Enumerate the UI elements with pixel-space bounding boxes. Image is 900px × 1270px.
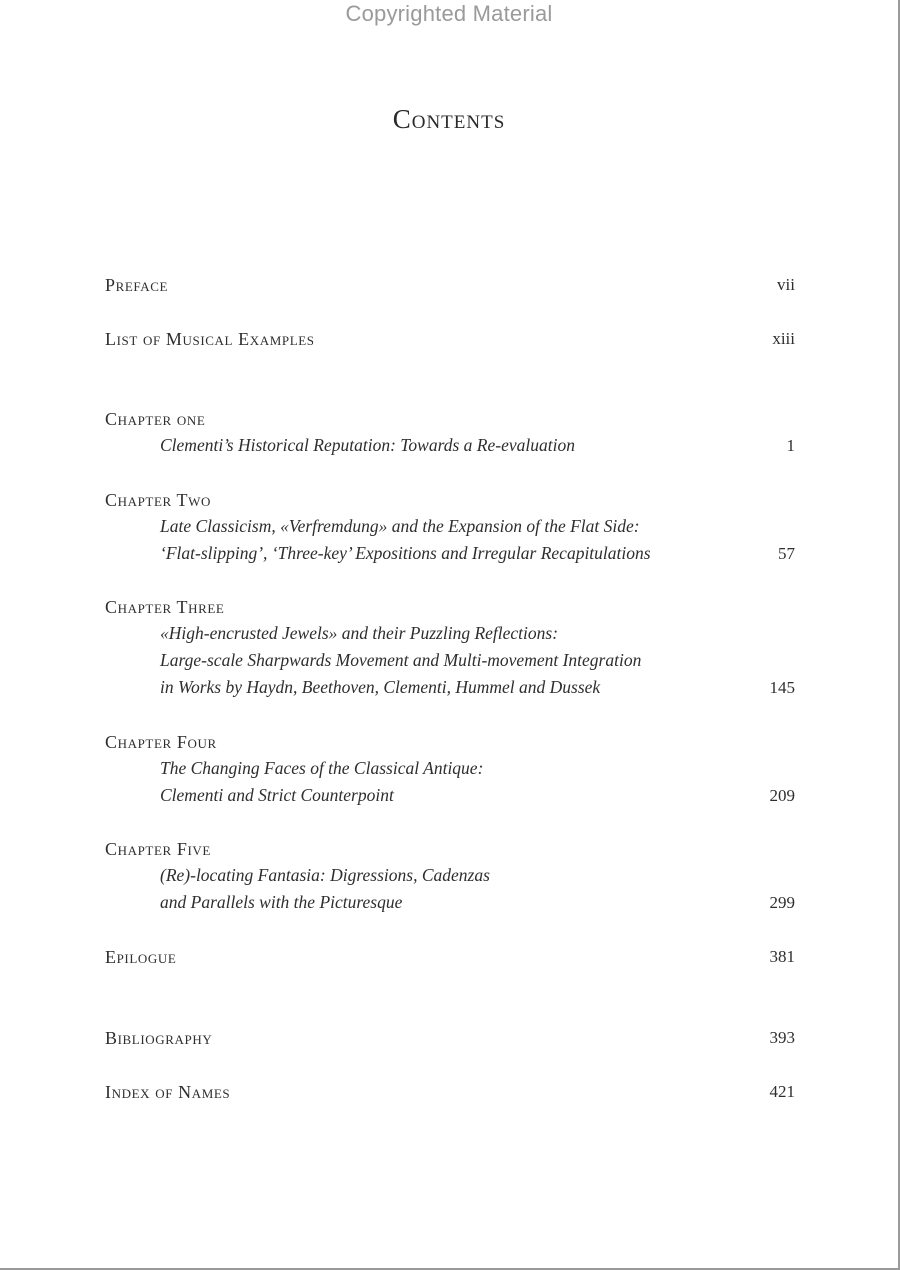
toc-entry-chapter-three[interactable] <box>105 594 795 701</box>
toc-page-number: 393 <box>769 1028 795 1047</box>
chapter-title-line: Late Classicism, «Verfremdung» and the Expansion of the Flat Side: <box>160 516 640 536</box>
toc-entry-label: List of Musical Examples <box>105 329 315 349</box>
chapter-title-line: in Works by Haydn, Beethoven, Clementi, Hummel and Dussek <box>160 677 601 697</box>
toc-page-number: 145 <box>769 678 795 697</box>
toc-page-number: 1 <box>786 436 795 455</box>
chapter-label: Chapter Four <box>105 732 217 752</box>
toc-entry-chapter-five[interactable] <box>105 836 795 916</box>
chapter-label: Chapter Five <box>105 839 211 859</box>
toc-entry-chapter-two[interactable] <box>105 487 795 567</box>
toc-page-number: 209 <box>769 786 795 805</box>
chapter-label: Chapter one <box>105 409 206 429</box>
toc-entry-label: Bibliography <box>105 1028 213 1048</box>
toc-page-number: xiii <box>772 329 795 348</box>
toc-entry-chapter-four[interactable] <box>105 729 795 809</box>
page-title: Contents <box>392 104 506 134</box>
chapter-title <box>160 755 483 809</box>
chapter-title-line: (Re)-locating Fantasia: Digressions, Cadenzas <box>160 865 490 885</box>
chapter-label: Chapter Two <box>105 490 211 510</box>
toc-page-number: 381 <box>769 947 795 966</box>
toc-entry-preface[interactable] <box>105 272 795 298</box>
chapter-title-line: ‘Flat-slipping’, ‘Three-key’ Expositions and Irregular Recapitulations <box>160 543 651 563</box>
toc-entry-index-of-names[interactable] <box>105 1079 795 1105</box>
chapter-title-line: Clementi and Strict Counterpoint <box>160 785 394 805</box>
toc-entry-label: Epilogue <box>105 947 177 967</box>
toc-entry-epilogue[interactable] <box>105 944 795 970</box>
chapter-title <box>160 862 490 916</box>
chapter-title-line: Large-scale Sharpwards Movement and Multi-movement Integration <box>160 650 642 670</box>
toc-entry-musical-examples[interactable] <box>105 326 795 352</box>
chapter-title-line: «High-encrusted Jewels» and their Puzzling Reflections: <box>160 623 559 643</box>
chapter-title <box>160 620 641 701</box>
toc-page-number: 299 <box>769 893 795 912</box>
chapter-title-line: Clementi’s Historical Reputation: Towards a Re-evaluation <box>160 435 575 455</box>
chapter-title <box>160 513 651 567</box>
toc-entry-bibliography[interactable] <box>105 1025 795 1051</box>
toc-page-number: 421 <box>769 1082 795 1101</box>
chapter-title-line: The Changing Faces of the Classical Antique: <box>160 758 484 778</box>
copyright-watermark: Copyrighted Material <box>345 1 553 26</box>
toc-entry-label: Preface <box>105 275 169 295</box>
chapter-title-line: and Parallels with the Picturesque <box>160 892 403 912</box>
toc-entry-chapter-one[interactable] <box>105 406 795 459</box>
toc-page-number: 57 <box>778 544 795 563</box>
toc-page-number: vii <box>777 275 795 294</box>
toc-entry-label: Index of Names <box>105 1082 231 1102</box>
chapter-title <box>160 432 575 459</box>
chapter-label: Chapter Three <box>105 597 225 617</box>
